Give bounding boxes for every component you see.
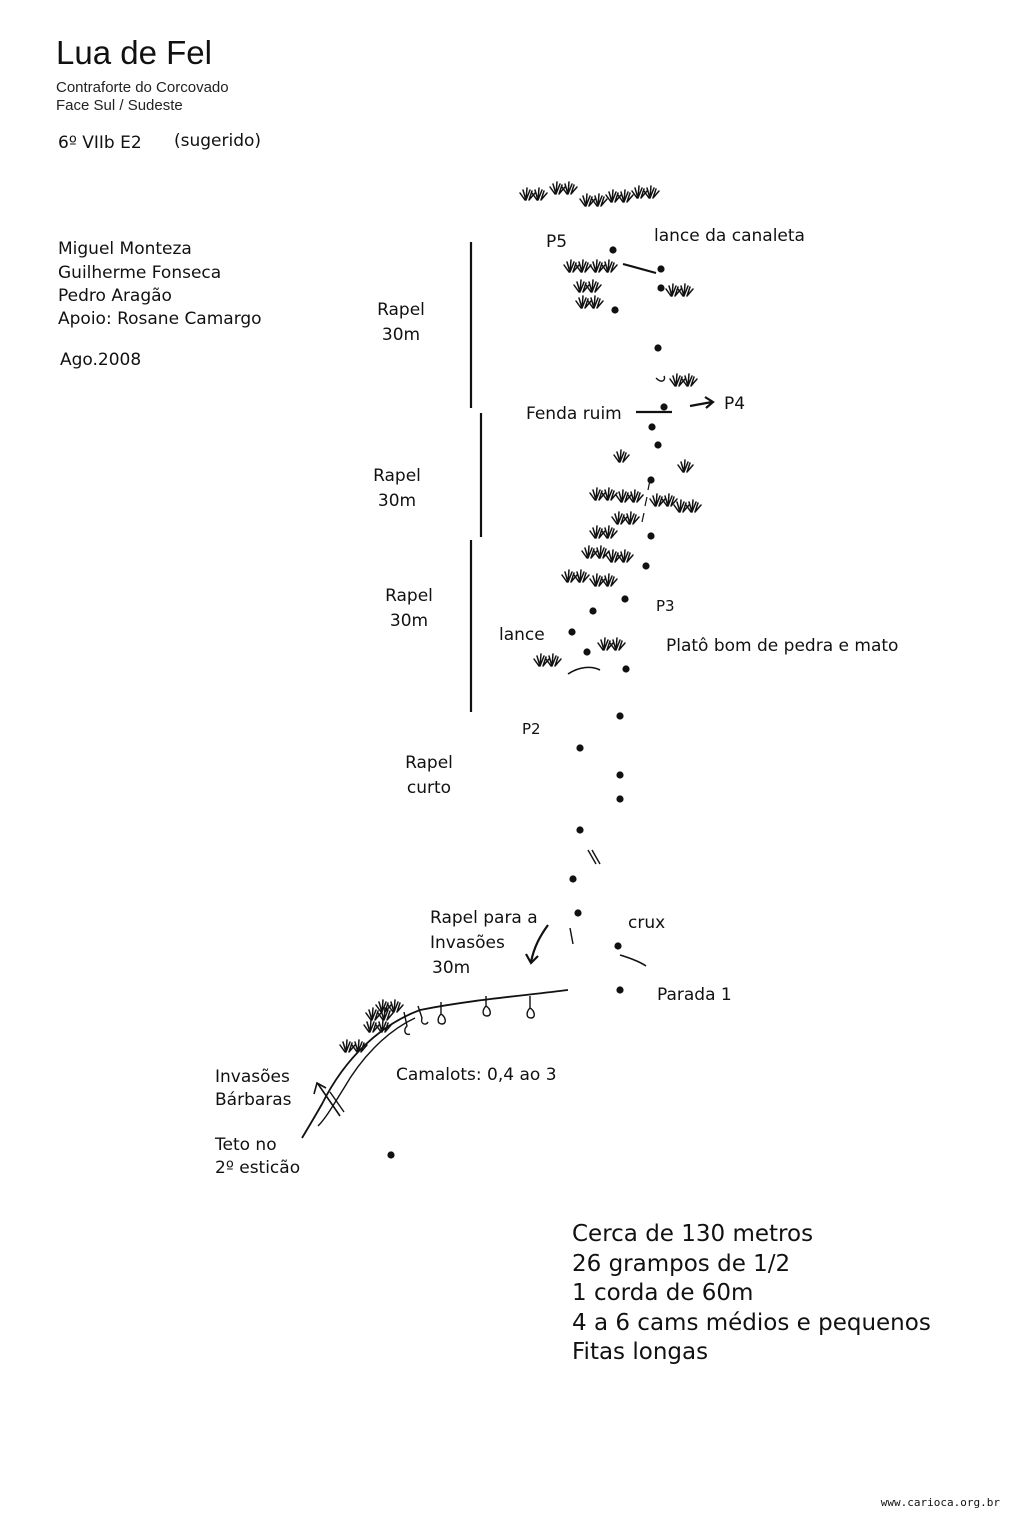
label-crux: crux bbox=[628, 913, 666, 933]
summary-line: Fitas longas bbox=[572, 1339, 709, 1365]
rappel-4-line2: curto bbox=[406, 778, 452, 798]
bolt bbox=[574, 909, 581, 916]
credit-name-1: Miguel Monteza bbox=[58, 239, 192, 259]
credit-name-3: Pedro Aragão bbox=[58, 286, 172, 306]
bolt bbox=[576, 744, 583, 751]
label-lance-canaleta: lance da canaleta bbox=[654, 226, 805, 246]
bolt bbox=[614, 942, 621, 949]
bolts bbox=[387, 246, 667, 1158]
label-plato: Platô bom de pedra e mato bbox=[666, 636, 899, 656]
bolt bbox=[589, 607, 596, 614]
location-line-2: Face Sul / Sudeste bbox=[56, 97, 183, 114]
crux-mark bbox=[620, 955, 646, 966]
summary-line: 1 corda de 60m bbox=[572, 1280, 754, 1306]
canaleta-line bbox=[623, 264, 656, 273]
label-camalots: Camalots: 0,4 ao 3 bbox=[396, 1065, 557, 1085]
bolt bbox=[616, 712, 623, 719]
bolt bbox=[657, 265, 664, 272]
bolt bbox=[611, 306, 618, 313]
teto-line2: 2º esticão bbox=[215, 1158, 301, 1178]
bolt bbox=[583, 648, 590, 655]
label-p2: P2 bbox=[522, 720, 541, 738]
rapel-invasoes-line3: 30m bbox=[432, 958, 471, 978]
summary-line: Cerca de 130 metros bbox=[572, 1221, 814, 1247]
bolt bbox=[647, 532, 654, 539]
label-teto bbox=[215, 1134, 300, 1180]
bolt bbox=[621, 595, 628, 602]
label-parada-1: Parada 1 bbox=[657, 985, 732, 1005]
location-line-1: Contraforte do Corcovado bbox=[56, 79, 229, 96]
label-p5: P5 bbox=[546, 232, 568, 252]
bolt bbox=[642, 562, 649, 569]
credit-name-2: Guilherme Fonseca bbox=[58, 263, 222, 283]
page-title: Lua de Fel bbox=[56, 34, 212, 71]
credit-support: Apoio: Rosane Camargo bbox=[58, 309, 262, 329]
label-invasoes-barbaras bbox=[215, 1066, 292, 1112]
invasoes-line2: Bárbaras bbox=[215, 1090, 292, 1110]
bolt bbox=[609, 246, 616, 253]
label-p3: P3 bbox=[656, 597, 675, 615]
bolt bbox=[616, 771, 623, 778]
site-url: www.carioca.org.br bbox=[880, 1496, 1000, 1509]
bolt bbox=[387, 1151, 394, 1158]
bolt bbox=[654, 344, 661, 351]
bolt bbox=[576, 826, 583, 833]
rappel-3-line1: Rapel bbox=[385, 586, 433, 606]
bolt bbox=[648, 423, 655, 430]
label-fenda-ruim: Fenda ruim bbox=[526, 404, 622, 424]
bolt bbox=[569, 875, 576, 882]
bolt bbox=[622, 665, 629, 672]
invasoes-line1: Invasões bbox=[215, 1067, 290, 1087]
rapel-invasoes-line1: Rapel para a bbox=[430, 908, 538, 928]
rappel-2-line1: Rapel bbox=[373, 466, 421, 486]
bolt bbox=[647, 476, 654, 483]
rappel-4-line1: Rapel bbox=[405, 753, 453, 773]
summary-line: 4 a 6 cams médios e pequenos bbox=[572, 1309, 931, 1336]
grade-note: (sugerido) bbox=[174, 131, 262, 151]
label-lance: lance bbox=[499, 625, 545, 645]
label-rapel-invasoes bbox=[430, 906, 538, 981]
grade: 6º VIIb E2 bbox=[58, 133, 142, 153]
bolt bbox=[568, 628, 575, 635]
bolt bbox=[660, 403, 667, 410]
rappel-1-line1: Rapel bbox=[377, 300, 425, 320]
rappel-1-line2: 30m bbox=[381, 325, 421, 345]
rappel-3-line2: 30m bbox=[389, 611, 429, 631]
credit-date: Ago.2008 bbox=[60, 350, 142, 370]
bolt bbox=[616, 986, 623, 993]
bolt bbox=[616, 795, 623, 802]
rapel-invasoes-line2: Invasões bbox=[430, 933, 505, 953]
plato-curve bbox=[568, 667, 600, 674]
label-p4: P4 bbox=[724, 394, 746, 414]
bolt bbox=[657, 284, 664, 291]
rappel-2-line2: 30m bbox=[377, 491, 417, 511]
summary-line: 26 grampos de 1/2 bbox=[572, 1250, 791, 1277]
bolt bbox=[654, 441, 661, 448]
route-summary bbox=[572, 1220, 931, 1368]
traverse-line-upper bbox=[302, 990, 568, 1138]
teto-line1: Teto no bbox=[215, 1135, 277, 1155]
